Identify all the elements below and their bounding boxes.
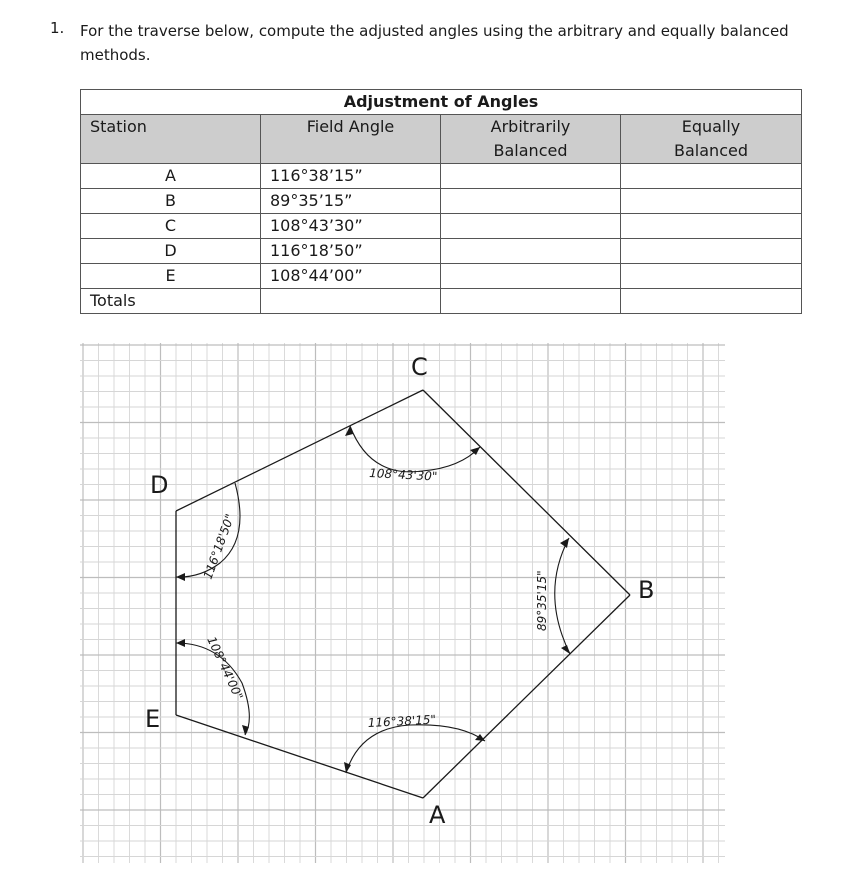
angle-label-b: 89°35'15" — [535, 570, 549, 631]
station-labels — [145, 353, 654, 829]
equally-cell — [621, 214, 802, 239]
totals-equally — [621, 289, 802, 314]
header-equally-line2: Balanced — [674, 141, 748, 160]
equally-cell — [621, 264, 802, 289]
station-label-e: E — [145, 705, 161, 733]
arrowhead — [176, 639, 185, 647]
table-row — [81, 214, 802, 239]
station-cell: C — [81, 214, 261, 239]
station-label-b: B — [638, 576, 655, 604]
traverse-side-bc — [423, 390, 630, 595]
angle-label-e: 108°44'00" — [204, 634, 246, 703]
angle-labels — [201, 466, 549, 730]
table-row — [81, 239, 802, 264]
station-cell: B — [81, 189, 261, 214]
traverse-diagram — [80, 343, 725, 863]
equally-cell — [621, 239, 802, 264]
header-arbitrarily-line2: Balanced — [493, 141, 568, 160]
header-field-angle: Field Angle — [261, 115, 441, 164]
arbitrarily-cell — [441, 189, 621, 214]
totals-label: Totals — [81, 289, 261, 314]
field-angle-cell: 108°43’30” — [261, 214, 441, 239]
totals-field-angle — [261, 289, 441, 314]
station-label-a: A — [429, 801, 446, 829]
header-equally-balanced — [621, 115, 802, 164]
arbitrarily-cell — [441, 214, 621, 239]
header-station: Station — [81, 115, 261, 164]
angle-label-a: 116°38'15" — [367, 712, 437, 730]
arrowhead — [561, 645, 570, 654]
table-row — [81, 189, 802, 214]
table-row — [81, 164, 802, 189]
arbitrarily-cell — [441, 239, 621, 264]
grid-background — [80, 343, 725, 863]
adjustment-table — [80, 89, 802, 314]
arbitrarily-cell — [441, 264, 621, 289]
question-number: 1. — [50, 19, 65, 37]
field-angle-cell: 108°44’00” — [261, 264, 441, 289]
station-cell: A — [81, 164, 261, 189]
station-label-c: C — [411, 353, 428, 381]
totals-arbitrarily — [441, 289, 621, 314]
field-angle-cell: 116°18’50” — [261, 239, 441, 264]
traverse-side-cd — [176, 390, 423, 511]
field-angle-cell: 116°38’15” — [261, 164, 441, 189]
angle-label-c: 108°43'30" — [368, 466, 438, 484]
equally-cell — [621, 164, 802, 189]
station-cell: D — [81, 239, 261, 264]
arbitrarily-cell — [441, 164, 621, 189]
angle-arc-b — [555, 538, 570, 654]
totals-row — [81, 289, 802, 314]
traverse-polygon — [176, 390, 630, 798]
station-label-d: D — [150, 471, 169, 499]
arrowhead — [475, 734, 485, 741]
header-equally-line1: Equally — [681, 117, 741, 136]
field-angle-cell: 89°35’15” — [261, 189, 441, 214]
arrowhead — [176, 573, 185, 581]
question-text: For the traverse below, compute the adjusted angles using the arbitrary and equally balanced methods. — [80, 22, 789, 64]
traverse-side-ab — [423, 595, 630, 798]
equally-cell — [621, 189, 802, 214]
header-arbitrarily-balanced — [441, 115, 621, 164]
table-title: Adjustment of Angles — [81, 90, 802, 115]
station-cell: E — [81, 264, 261, 289]
header-arbitrarily-line1: Arbitrarily — [490, 117, 571, 136]
angle-arc-c — [350, 426, 480, 472]
table-row — [81, 264, 802, 289]
angle-label-d: 116°18'50" — [200, 512, 238, 582]
